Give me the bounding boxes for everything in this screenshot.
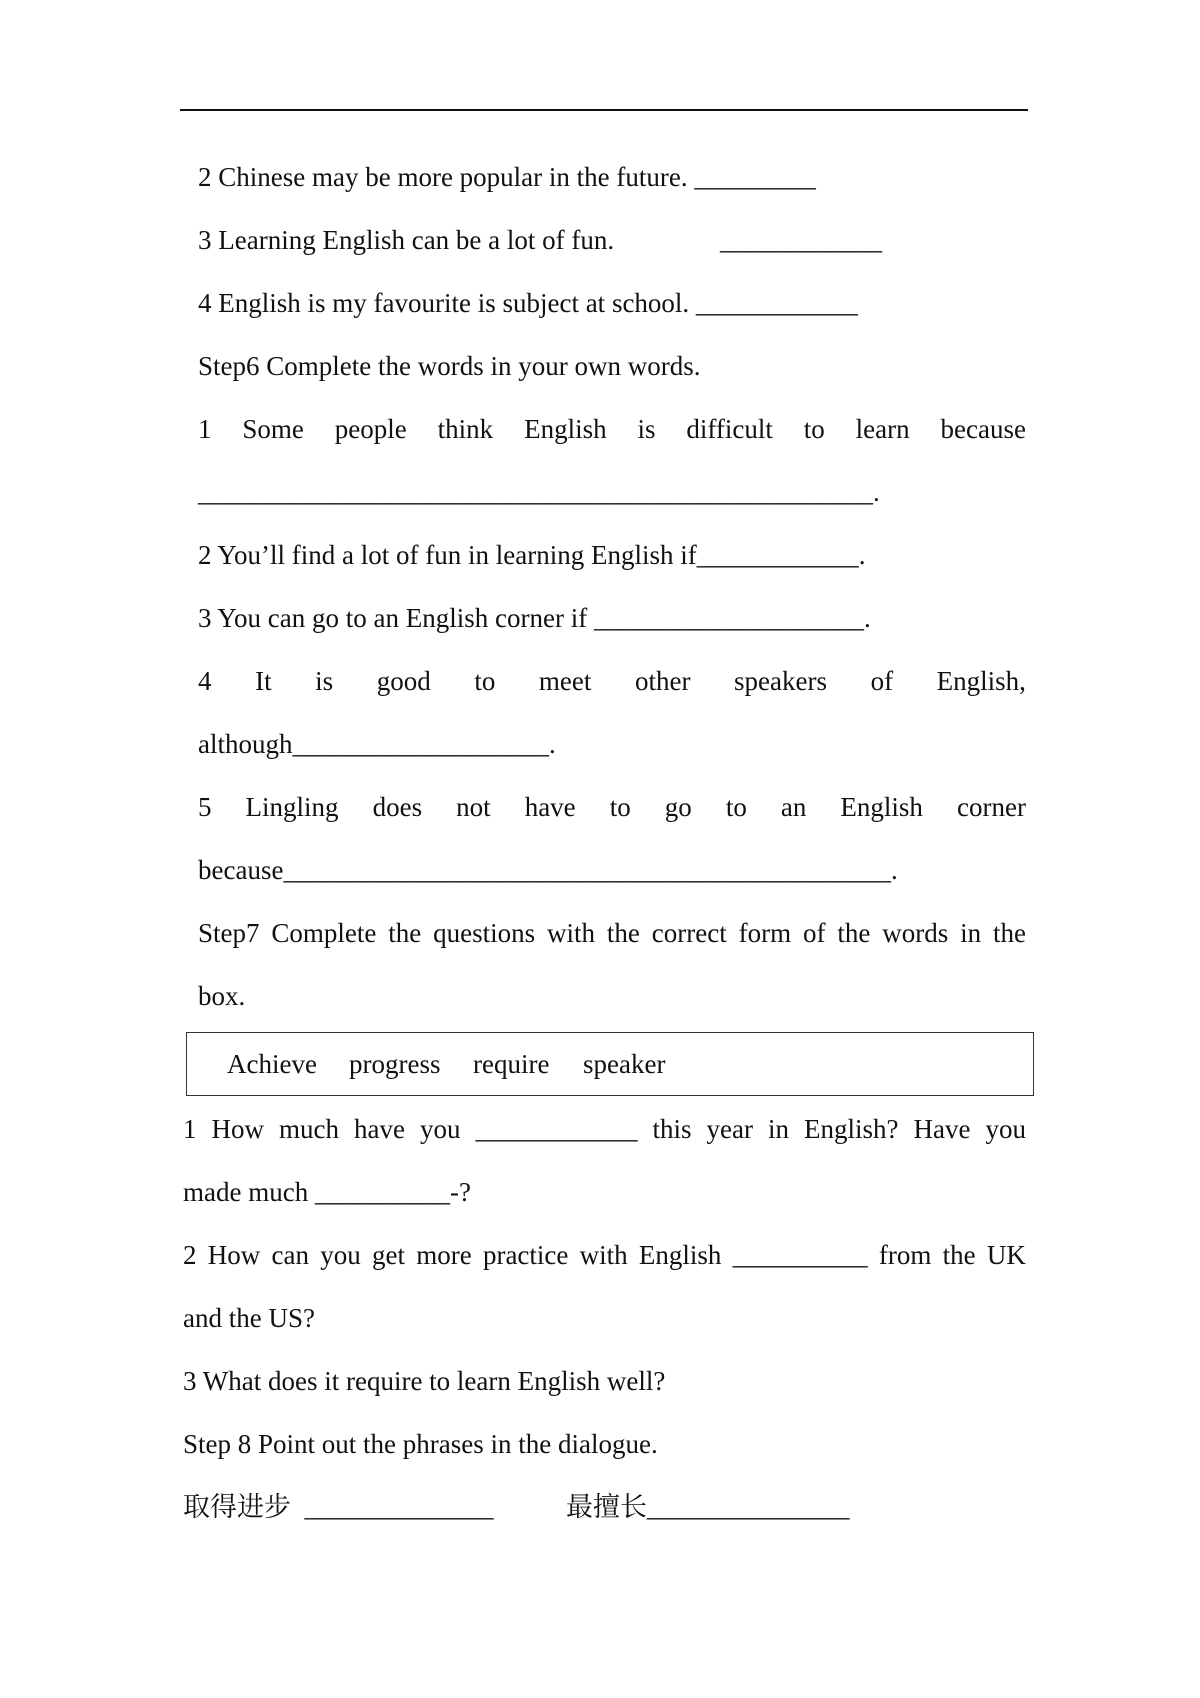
word: Have [913,1114,971,1144]
step7-heading-cont: box. [198,981,246,1011]
word: is [315,666,334,696]
word: because [940,414,1026,444]
word: does [372,792,423,822]
word: correct [651,918,727,948]
header-rule [180,109,1028,111]
word: UK [986,1240,1026,1270]
step6-item-1 [198,412,1026,446]
word: to [609,792,631,822]
word: with [579,1240,628,1270]
step6-heading: Step6 Complete the words in your own words. [198,351,701,381]
word: people [334,414,407,444]
step5-item-2: 2 Chinese may be more popular in the future. _________ [198,162,816,192]
word: words [882,918,949,948]
word: think [437,414,494,444]
word: other [634,666,691,696]
word: speakers [734,666,828,696]
word: It [255,666,272,696]
word: more [416,1240,472,1270]
step5-item-3: 3 Learning English can be a lot of fun. [198,225,615,255]
step5-item-4: 4 English is my favourite is subject at school. ____________ [198,288,858,318]
step8-phrase-2: 最擅长_______________ [566,1492,850,1522]
word: get [371,1240,405,1270]
word: English? [803,1114,899,1144]
word: practice [482,1240,569,1270]
word: good [376,666,431,696]
step6-item-2: 2 You’ll find a lot of fun in learning English if____________. [198,540,866,570]
step6-item-3: 3 You can go to an English corner if ____________________. [198,603,871,633]
word: form [738,918,792,948]
word: an [780,792,807,822]
step7-question-2-cont: and the US? [183,1303,315,1333]
word: with [547,918,596,948]
word: of [802,918,826,948]
word: you [985,1114,1026,1144]
word: go [664,792,692,822]
box-word-speaker: speaker [583,1049,666,1079]
step6-item-5-cont: because_____________________________________________. [198,855,898,885]
box-word-require: require [473,1049,550,1079]
step6-item-5 [198,790,1026,824]
word: of [870,666,894,696]
word: is [637,414,656,444]
step6-item-1-blank: __________________________________________________. [198,477,880,507]
word: to [474,666,496,696]
step5-item-3-blank: ____________ [720,225,882,255]
word: Some [242,414,304,444]
word: ____________ [475,1114,638,1144]
step7-heading [198,916,1026,950]
word: much [279,1114,339,1144]
word: you [419,1114,461,1144]
word: Step7 [198,918,260,948]
word: not [456,792,491,822]
step6-item-4 [198,664,1026,698]
word: year [706,1114,753,1144]
step7-question-2 [183,1238,1026,1272]
word: in [960,918,982,948]
word: How [211,1114,264,1144]
word: 2 [183,1240,197,1270]
word: difficult [686,414,773,444]
word: the [992,918,1026,948]
word: this [652,1114,692,1144]
box-word-achieve: Achieve [227,1049,317,1079]
step8-heading: Step 8 Point out the phrases in the dialogue. [183,1429,658,1459]
word: questions [433,918,536,948]
word: Lingling [245,792,339,822]
word: 1 [183,1114,197,1144]
word: to [725,792,747,822]
word: learn [855,414,910,444]
word: from [878,1240,932,1270]
word: 1 [198,414,212,444]
word: have [354,1114,405,1144]
word: English, [936,666,1026,696]
word: Complete [271,918,377,948]
step7-question-1-cont: made much __________-? [183,1177,471,1207]
word: in [767,1114,789,1144]
word: can [271,1240,309,1270]
word: corner [956,792,1026,822]
word: How [207,1240,261,1270]
step8-phrase-1: 取得进步 ______________ [183,1492,494,1522]
word: English [524,414,607,444]
word: __________ [732,1240,868,1270]
word: to [803,414,825,444]
word: the [606,918,640,948]
word: the [837,918,871,948]
word: the [388,918,422,948]
step7-question-3: 3 What does it require to learn English well? [183,1366,666,1396]
word: 4 [198,666,212,696]
word: English [638,1240,722,1270]
word-box [186,1032,1034,1096]
word: you [320,1240,361,1270]
box-word-progress: progress [349,1049,441,1079]
word: meet [538,666,592,696]
word: English [840,792,923,822]
step7-question-1 [183,1112,1026,1146]
word: 5 [198,792,212,822]
step6-item-4-cont: although___________________. [198,729,556,759]
word: have [524,792,576,822]
word: the [942,1240,976,1270]
